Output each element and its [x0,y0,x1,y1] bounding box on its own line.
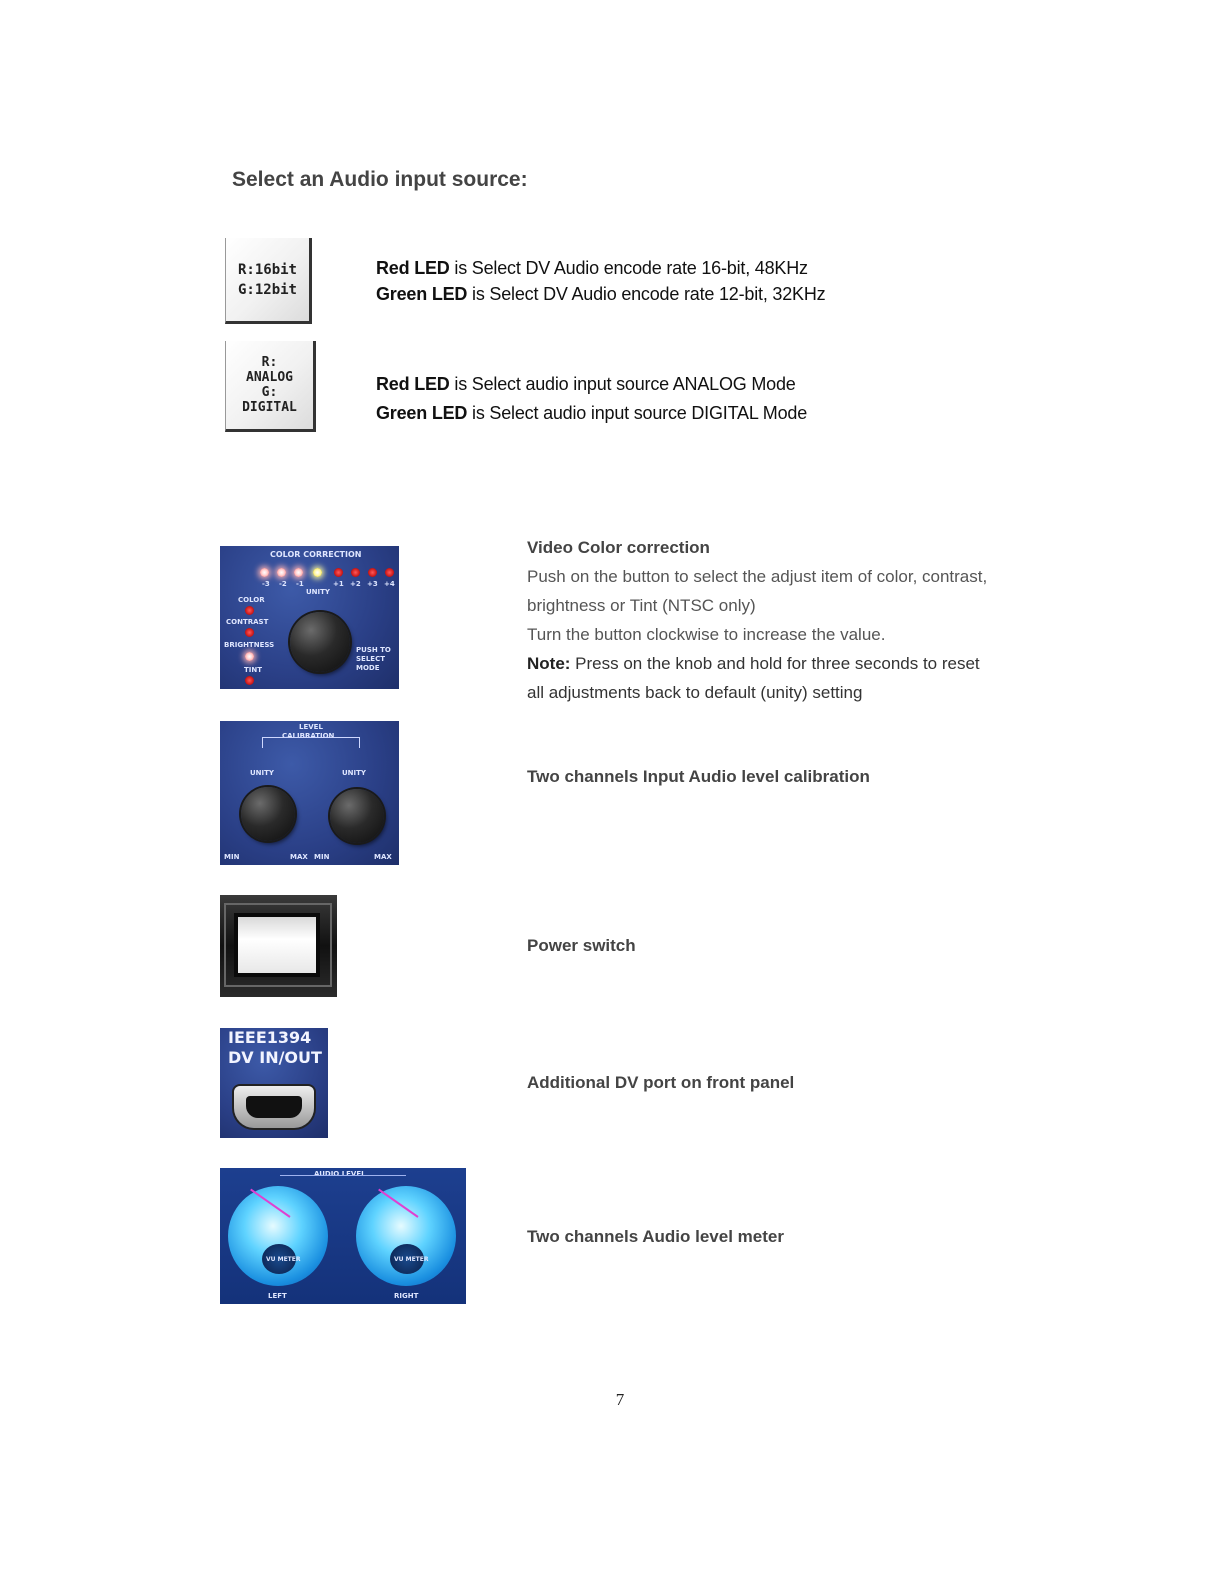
level-title-2: CALIBRATION [282,732,335,740]
color-panel-title: COLOR CORRECTION [270,550,362,559]
right-vu-label: VU METER [394,1256,429,1263]
level-calibration-panel-image [220,721,399,865]
dv-section-title: Additional DV port on front panel [527,1073,795,1092]
right-vu-meter [356,1186,456,1286]
level-bracket [262,737,360,748]
meter-right-label: RIGHT [394,1292,419,1300]
encode-card-line2: G:12bit [237,281,297,298]
led-label: Green LED [376,403,468,423]
led-label: Red LED [376,374,450,394]
led-text: is Select audio input source ANALOG Mode [449,374,796,394]
led-indicator [245,652,254,661]
led-indicator [368,568,377,577]
color-line-2: brightness or Tint (NTSC only) [527,596,756,615]
led-indicator [294,568,303,577]
scale-label: -3 [262,580,270,588]
led-indicator [313,568,322,577]
meter-title-rule [280,1175,406,1176]
color-line-3: Turn the button clockwise to increase the value. [527,625,886,644]
encode-red-line [376,258,808,279]
meter-section-title: Two channels Audio level meter [527,1227,784,1246]
scale-label: -1 [296,580,304,588]
power-section-title: Power switch [527,936,636,955]
led-indicator [334,568,343,577]
page-number: 7 [615,1390,625,1409]
unity-label: UNITY [306,588,330,596]
mode-label: CONTRAST [226,618,269,626]
left-vu-needle [250,1189,290,1218]
note-text: Press on the knob and hold for three seconds to reset [570,654,980,673]
left-level-knob [241,787,295,841]
firewire-socket [246,1096,302,1118]
encode-green-line [376,284,825,305]
unity-label-right: UNITY [342,769,366,777]
encode-card-line1: R:16bit [237,261,297,278]
source-card-line1: R: [261,355,278,370]
led-text: is Select audio input source DIGITAL Mode [467,403,808,423]
led-indicator [351,568,360,577]
encode-rate-label-image [225,238,312,324]
color-note [527,649,1047,678]
push-label: PUSH TO SELECT MODE [356,646,391,672]
dv-label-line2: DV IN/OUT [228,1048,322,1067]
led-text: is Select DV Audio encode rate 16-bit, 48KHz [449,258,808,278]
led-indicator [245,606,254,615]
led-label: Red LED [376,258,450,278]
left-vu-meter [228,1186,328,1286]
scale-label: +4 [384,580,395,588]
source-green-line [376,403,807,424]
color-line-5: all adjustments back to default (unity) setting [527,683,863,702]
led-text: is Select DV Audio encode rate 12-bit, 32KHz [467,284,826,304]
meter-left-label: LEFT [268,1292,287,1300]
source-red-line [376,374,796,395]
mode-label: COLOR [238,596,265,604]
scale-label: -2 [279,580,287,588]
right-vu-needle [378,1189,418,1218]
level-title-1: LEVEL [299,723,323,731]
led-indicator [245,628,254,637]
mode-label: TINT [244,666,263,674]
left-vu-label: VU METER [266,1256,301,1263]
source-card-line3: G: [261,385,278,400]
power-switch-bezel [224,903,332,987]
power-switch-image [220,895,337,997]
dv-port-image [220,1028,328,1138]
right-level-knob [330,789,384,843]
max-label-left: MAX [290,853,308,861]
led-indicator [260,568,269,577]
scale-label: +3 [367,580,378,588]
level-section-title: Two channels Input Audio level calibration [527,767,870,786]
led-indicator [385,568,394,577]
dv-label-line1: IEEE1394 [228,1028,312,1047]
color-correction-knob [290,612,350,672]
meter-title: AUDIO LEVEL [314,1170,366,1178]
note-label: Note: [527,654,571,673]
firewire-port [234,1086,314,1128]
min-label-right: MIN [314,853,330,861]
source-card-line4: DIGITAL [242,400,297,415]
page-heading: Select an Audio input source: [232,168,528,191]
led-indicator [277,568,286,577]
source-label-image [225,341,316,432]
audio-meter-image [220,1168,466,1304]
min-label-left: MIN [224,853,240,861]
led-indicator [245,676,254,685]
unity-label-left: UNITY [250,769,274,777]
color-correction-panel-image [220,546,399,689]
scale-label: +1 [333,580,344,588]
scale-label: +2 [350,580,361,588]
color-line-1: Push on the button to select the adjust item of color, contrast, [527,567,988,586]
source-card-line2: ANALOG [246,370,293,385]
color-section-title: Video Color correction [527,538,710,557]
led-label: Green LED [376,284,468,304]
color-section-body [527,562,1047,707]
mode-label: BRIGHTNESS [224,641,275,649]
max-label-right: MAX [374,853,392,861]
